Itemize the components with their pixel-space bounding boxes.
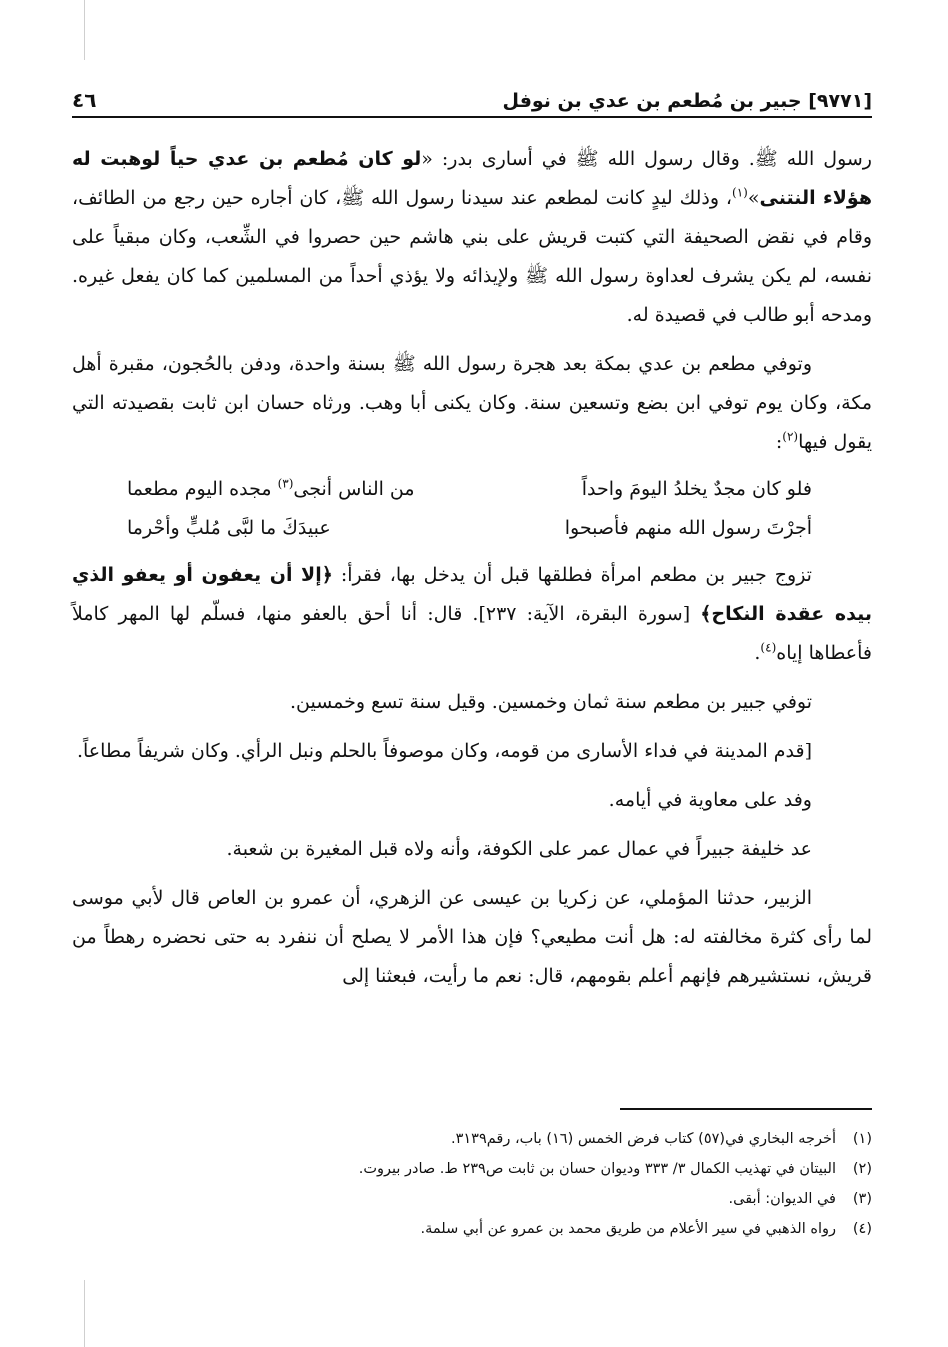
footnote (72, 1154, 872, 1184)
paragraph-text: [قدم المدينة في فداء الأسارى من قومه، وكان موصوفاً بالحلم ونبل الرأي. وكان شريفاً مطاعاً. (76, 740, 812, 762)
footnote (72, 1184, 872, 1214)
paragraph-text: عد خليفة جبيراً في عمال عمر على الكوفة، وأنه ولاه قبل المغيرة بن شعبة. (226, 838, 812, 860)
paragraph-text: » (747, 187, 760, 209)
paragraph (72, 683, 872, 722)
footnote-number: (٤) (852, 1221, 872, 1237)
paragraph-text: : (775, 431, 783, 453)
page-number: ٤٦ (72, 88, 97, 112)
paragraph (72, 140, 872, 335)
verse-first-hemistich: أجرْتَ رسول الله منهم فأصبحوا (564, 517, 812, 539)
paragraph-group (72, 140, 872, 462)
footnote-ref: (١) (732, 185, 748, 200)
footnote-ref: (٢) (782, 429, 799, 444)
bold-quote: لو كان مُطعم بن عدي حياً لوهبت له هؤلاء النتنى (72, 148, 872, 209)
footnote (72, 1214, 872, 1244)
footnote-number: (١) (852, 1131, 872, 1147)
footnote (72, 1124, 872, 1154)
footnote-ref: (٤) (760, 640, 777, 655)
paragraph (72, 345, 872, 462)
footnote-text: أخرجه البخاري في(٥٧) كتاب فرض الخمس (١٦) باب، رقم٣١٣٩. (451, 1131, 836, 1147)
footnote-text: رواه الذهبي في سير الأعلام من طريق محمد بن عمرو عن أبي سلمة. (420, 1221, 836, 1237)
paragraph-text: وفد على معاوية في أيامه. (608, 789, 812, 811)
verse-text: مجده اليوم مطعما (127, 478, 278, 500)
main-text (72, 140, 872, 996)
footnote-text: في الديوان: أبقى. (728, 1191, 836, 1207)
paragraph (72, 830, 872, 869)
footnote-number: (٣) (852, 1191, 872, 1207)
running-header (72, 72, 872, 118)
verse-second-hemistich (127, 470, 415, 509)
paragraph-text: الزبير، حدثنا المؤملي، عن زكريا بن عيسى عن الزهري، أن عمرو بن العاص قال لأبي موسى لما رأى كثرة مخالفته له: هل أنت مطيعي؟ فإن هذا الأمر لا يصلح أن ننفرد به حتى نحضره رهطاً من قريش، نستشيرهم فإنهم أعلم بقومهم، قال: نعم ما رأيت، فبعثنا إلى (72, 887, 872, 987)
verse-text: من الناس أنجى (293, 478, 415, 500)
paragraph-group (72, 556, 872, 996)
paragraph-text: وتوفي مطعم بن عدي بمكة بعد هجرة رسول الله ﷺ بسنة واحدة، ودفن بالحُجون، مقبرة أهل مكة، وكان يوم توفي ابن بضع وتسعين سنة. وكان يكنى أبا وهب. ورثاه حسان ابن ثابت بقصيدته التي يقول فيها (72, 353, 872, 453)
paragraph-text: رسول الله ﷺ. وقال رسول الله ﷺ في أسارى بدر: « (421, 148, 872, 170)
verse-text: عبيدَكَ ما لبَّى مُلبٍّ وأحْرما (127, 517, 331, 539)
footnote-text: البيتان في تهذيب الكمال ٣/ ٣٣٣ وديوان حسان بن ثابت ص٢٣٩ ط. صادر بيروت. (358, 1161, 836, 1177)
paragraph-text: . (754, 642, 761, 664)
poem (72, 470, 872, 548)
paragraph-text: توفي جبير بن مطعم سنة ثمان وخمسين. وقيل سنة تسع وخمسين. (289, 691, 812, 713)
scan-margin-line (84, 1280, 85, 1347)
footnote-separator (620, 1108, 872, 1110)
verse-second-hemistich (127, 509, 331, 548)
poem-verse (72, 470, 872, 509)
footnotes (72, 1124, 872, 1244)
bold-quote: ﴿إلا أن يعفون أو يعفو الذي بيده عقدة النكاح﴾ (72, 564, 872, 625)
paragraph (72, 781, 872, 820)
footnote-number: (٢) (852, 1161, 872, 1177)
running-title: [٩٧٧١] جبير بن مُطعم بن عدي بن نوفل (502, 90, 872, 112)
poem-verse (72, 509, 872, 548)
scan-margin-line (84, 0, 85, 60)
paragraph (72, 732, 872, 771)
paragraph-text: ، وذلك ليدٍ كانت لمطعم عند سيدنا رسول الله ﷺ، كان أجاره حين رجع من الطائف، وقام في نقض الصحيفة التي كتبت قريش على بني هاشم حين حصروا في الشِّعب، وكان مبقياً على نفسه، لم يكن يشرف لعداوة رسول الله ﷺ ولإيذائه ولا يؤذي أحداً من المسلمين كما كان يفعل غيره. ومدحه أبو طالب في قصيدة له. (72, 187, 872, 326)
paragraph (72, 879, 872, 996)
paragraph-text: تزوج جبير بن مطعم امرأة فطلقها قبل أن يدخل بها، فقرأ: (332, 564, 812, 586)
paragraph (72, 556, 872, 673)
paragraph-text: [سورة البقرة، الآية: ٢٣٧]. قال: أنا أحق بالعفو منها، فسلّم لها المهر كاملاً فأعطاها إياه (72, 603, 872, 664)
footnote-ref: (٣) (277, 476, 294, 491)
verse-first-hemistich: فلو كان مجدٌ يخلدُ اليومَ واحداً (581, 478, 812, 500)
